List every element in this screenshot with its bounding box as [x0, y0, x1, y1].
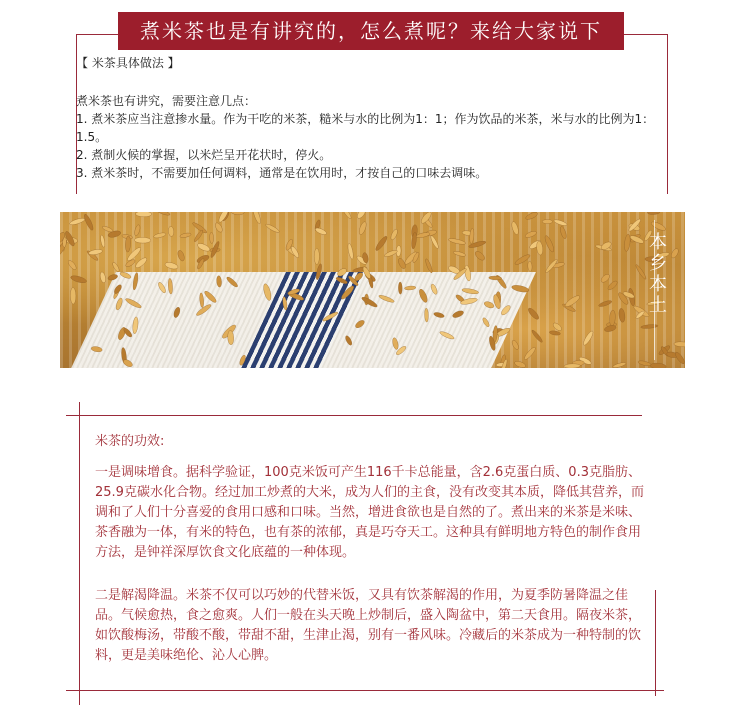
method-section-label: 【 米茶具体做法 】 [76, 56, 180, 70]
rice-grain [282, 296, 288, 310]
rice-grain [462, 288, 480, 295]
rice-grain [552, 322, 563, 333]
rice-grain [88, 249, 103, 256]
rice-grains-image [60, 212, 685, 368]
rice-grain [199, 293, 204, 308]
benefit-paragraph-1: 一是调味增食。据科学验证，100克米饭可产生116千卡总能量，含2.6克蛋白质、0.3克脂肪、25.9克碳水化合物。经过加工炒煮的大米，成为人们的主食，没有改变其本质，降低其营养，而调和了人们十分喜爱的食用口感和口味。当然，增进食欲也是自然的了。煮出来的米茶是米味、茶香融为一体，有米的特色，也有茶的浓郁，真是巧夺天工。这种具有鲜明地方特色的制作食用方法，是钟祥深厚饮食文化底蕴的一种体现。 [95, 465, 644, 560]
rice-grain [70, 287, 76, 304]
rice-grain [448, 237, 466, 245]
rice-grain [100, 235, 106, 248]
rice-grain [322, 311, 339, 323]
rice-grain [670, 247, 680, 259]
rice-grain [598, 299, 612, 307]
rice-grain [527, 261, 532, 271]
rice-grain [99, 271, 106, 283]
rice-grain [155, 212, 170, 216]
rice-grain [180, 232, 192, 238]
rice-grain [433, 311, 445, 318]
rice-grain [252, 212, 263, 224]
rice-grain [483, 300, 495, 309]
rice-grain [216, 276, 222, 288]
rice-grain [430, 235, 440, 249]
rice-tea-photo [60, 212, 685, 368]
method-step: 1. 煮米茶应当注意掺水量。作为干吃的米茶，糙米与水的比例为1：1；作为饮品的米茶，米与水的比例为1：1.5。 [76, 112, 655, 144]
rice-grain [453, 250, 466, 257]
rice-grain [134, 256, 148, 269]
method-intro: 煮米茶也有讲究，需要注意几点： [76, 94, 257, 108]
rice-grain [177, 249, 186, 261]
rice-grain [70, 274, 87, 284]
rice-grain [203, 290, 218, 304]
rice-grain [624, 234, 631, 252]
rice-grain [482, 317, 491, 328]
rice-grain [358, 221, 368, 236]
rice-grain [514, 360, 527, 368]
rice-grain [134, 224, 142, 236]
rice-grain [378, 294, 395, 304]
rice-grain [536, 241, 544, 256]
bottom-frame-top-line [66, 415, 642, 416]
rice-grain [374, 235, 388, 252]
rice-grain [356, 212, 367, 220]
rice-grain [384, 249, 399, 258]
rice-grain [168, 278, 173, 294]
rice-grain [340, 285, 356, 301]
rice-grain [439, 330, 455, 340]
rice-grain [315, 263, 323, 280]
rice-grain [600, 273, 611, 284]
rice-grain [347, 243, 354, 260]
rice-grain [674, 341, 685, 347]
rice-grain [91, 346, 103, 353]
bottom-frame-bottom-line [66, 690, 664, 691]
rice-grain [354, 319, 365, 329]
rice-grain [525, 212, 539, 221]
rice-grain [230, 212, 244, 215]
rice-grain [265, 223, 280, 234]
rice-grain [511, 284, 529, 293]
rice-grain [102, 225, 114, 233]
rice-grain [464, 265, 472, 282]
rice-grain [430, 283, 439, 295]
rice-grain [604, 324, 617, 332]
method-step: 2. 煮制火候的掌握，以米烂呈开花状时，停火。 [76, 148, 332, 162]
rice-grain [314, 227, 327, 236]
rice-grain [193, 229, 204, 243]
rice-grain [134, 237, 150, 243]
rice-grain [582, 330, 595, 346]
rice-grain [650, 220, 667, 232]
rice-grain [418, 288, 429, 304]
rice-grain [341, 212, 353, 220]
rice-grain [500, 304, 512, 316]
rice-grain [647, 212, 660, 215]
rice-grain [132, 317, 139, 334]
rice-grain [214, 222, 224, 234]
rice-grain [404, 286, 416, 291]
rice-grain [173, 306, 181, 318]
rice-grain [361, 296, 379, 309]
rice-grain [549, 330, 561, 336]
rice-grain [262, 283, 272, 301]
rice-grain [111, 261, 120, 272]
rice-grain [392, 337, 400, 350]
benefits-title: 米茶的功效: [95, 434, 165, 449]
rice-grain [607, 280, 619, 292]
rice-grain [398, 282, 402, 294]
rice-grain [564, 364, 581, 368]
rice-grain [239, 354, 247, 366]
rice-grain [564, 294, 581, 309]
rice-grain [153, 232, 166, 239]
rice-grain [511, 339, 520, 350]
bottom-frame-right-line [655, 590, 656, 696]
rice-grain [674, 351, 685, 365]
rice-grain [641, 324, 659, 329]
rice-grain [650, 363, 666, 368]
rice-grain [524, 230, 537, 239]
rice-grain [168, 226, 174, 237]
rice-grain [314, 248, 319, 264]
rice-grain [115, 297, 124, 310]
rice-grain [67, 259, 78, 271]
rice-grain [125, 297, 143, 309]
rice-grain [226, 276, 239, 289]
rice-grain [543, 235, 555, 253]
rice-grain [527, 307, 541, 321]
rice-grain [542, 220, 552, 224]
rice-grain [136, 212, 152, 217]
rice-grain [474, 250, 486, 262]
rice-grain [164, 261, 178, 270]
rice-grain [612, 361, 626, 368]
rice-grain [638, 360, 652, 367]
rice-grain [157, 281, 167, 294]
bottom-frame-left-line [79, 402, 80, 705]
rice-grain [510, 221, 519, 236]
rice-grain [132, 272, 139, 290]
rice-grain [390, 228, 399, 241]
rice-grain [618, 308, 625, 323]
rice-grain [336, 267, 348, 278]
rice-grain [69, 217, 86, 226]
rice-grain [196, 242, 211, 253]
rice-grain [335, 276, 348, 285]
rice-grain [523, 346, 537, 361]
rice-grain [452, 309, 465, 319]
method-step-list [76, 110, 668, 182]
rice-grain [424, 308, 428, 322]
benefit-paragraph-2: 二是解渴降温。米茶不仅可以巧妙的代替米饭，又具有饮茶解渴的作用，为夏季防暑降温之佳品。气候愈热，食之愈爽。人们一般在头天晚上炒制后，盛入陶盆中，第二天食用。隔夜米茶，如饮酸梅汤，带酸不酸，带甜不甜，生津止渴，别有一番风味。冷藏后的米茶成为一种特制的饮料，更是美味绝伦、沁人心脾。 [95, 588, 642, 663]
rice-grain [209, 232, 213, 243]
rice-grain [531, 329, 544, 343]
rice-grain [119, 271, 132, 280]
page-title-banner: 煮米茶也是有讲究的，怎么煮呢？来给大家说下 [118, 12, 624, 50]
rice-grain [344, 335, 353, 346]
rice-grain [424, 258, 433, 273]
rice-grain [107, 273, 118, 281]
rice-grain [83, 213, 95, 231]
method-step: 3. 煮米茶时，不需要加任何调料，通常是在饮用时，才按自己的口味去调味。 [76, 166, 488, 180]
photo-overlay-label: 本乡本土 [646, 232, 667, 316]
rice-grain [559, 226, 567, 240]
rice-grain [469, 228, 474, 244]
rice-grain [553, 219, 567, 227]
